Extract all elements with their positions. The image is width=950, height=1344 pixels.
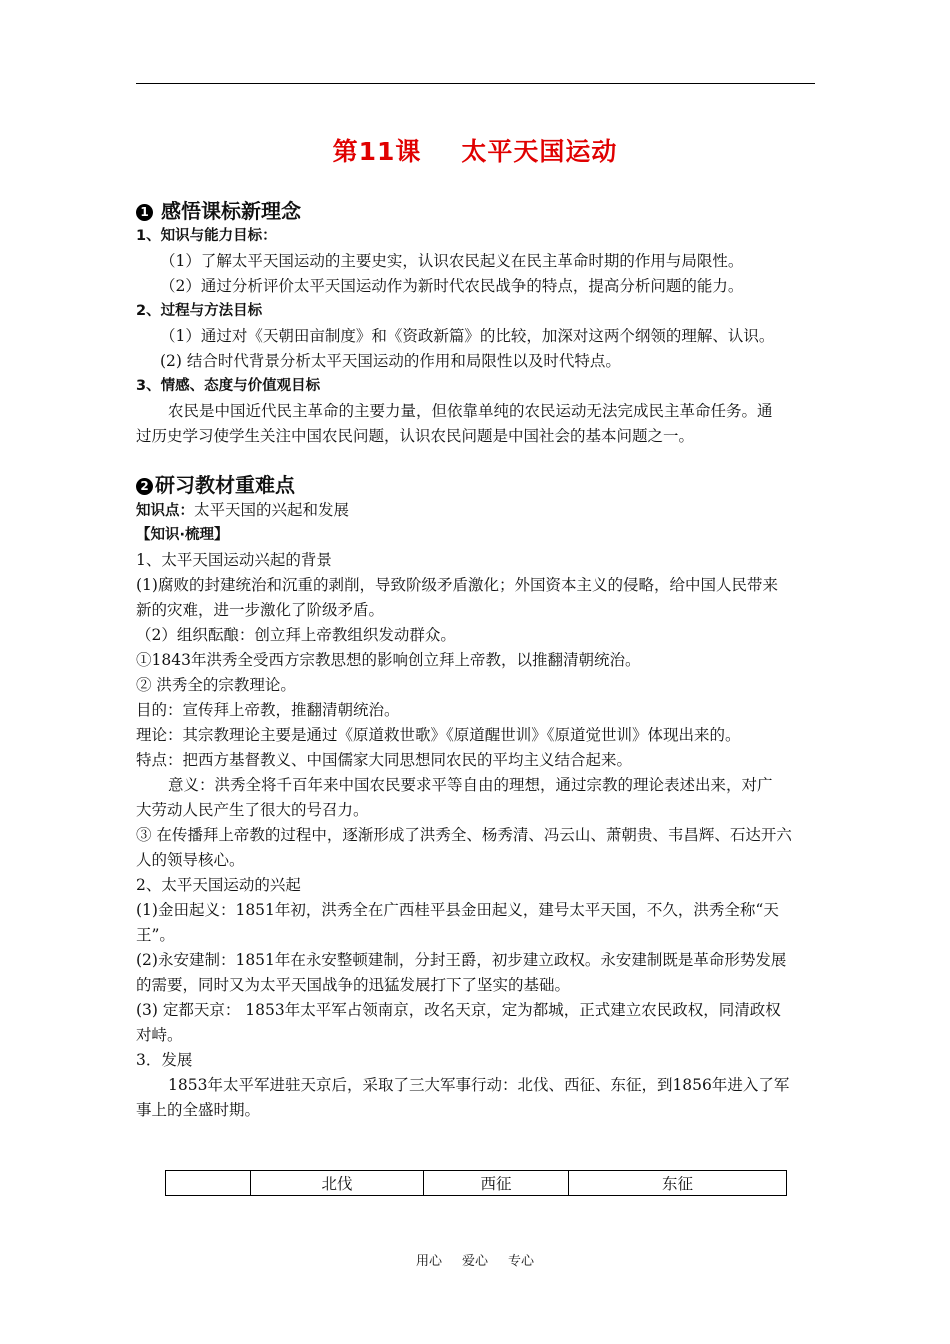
body-line: 的需要，同时又为太平天国战争的迅猛发展打下了坚实的基础。 (136, 976, 571, 994)
goal3-heading: 3、情感、态度与价值观目标 (136, 378, 321, 394)
table-header-east: 东征 (569, 1171, 787, 1196)
knowledge-sort-label: 【知识·梳理】 (136, 527, 229, 543)
body-line: 目的：宣传拜上帝教，推翻清朝统治。 (136, 701, 400, 719)
goal1-item: （2）通过分析评价太平天国运动作为新时代农民战争的特点，提高分析问题的能力。 (160, 277, 744, 295)
body-line: （2）组织酝酿：创立拜上帝教组织发动群众。 (136, 626, 456, 644)
body-line: 特点：把西方基督教义、中国儒家大同思想同农民的平均主义结合起来。 (136, 751, 633, 769)
number-two-icon: 2 (136, 478, 153, 495)
body-line: (1)腐败的封建统治和沉重的剥削，导致阶级矛盾激化；外国资本主义的侵略，给中国人民带来 (136, 576, 778, 594)
body-line: ② 洪秀全的宗教理论。 (136, 676, 296, 694)
section1-heading: 1 感悟课标新理念 (136, 198, 816, 224)
lesson-number: 第11课 (332, 137, 422, 166)
body-line: 对峙。 (136, 1026, 183, 1044)
body-line: 3．发展 (136, 1051, 193, 1069)
footer-text: 专心 (508, 1254, 535, 1269)
knowledge-point (136, 500, 816, 521)
body-line: 1、太平天国运动兴起的背景 (136, 551, 332, 569)
footer-text: 用心 (415, 1254, 442, 1269)
body-line: 理论：其宗教理论主要是通过《原道救世歌》《原道醒世训》《原道觉世训》体现出来的。 (136, 726, 741, 744)
page-title (0, 132, 950, 168)
goal2-heading: 2、过程与方法目标 (136, 303, 263, 319)
body-line: 事上的全盛时期。 (136, 1101, 261, 1119)
goal2-item: (2) 结合时代背景分析太平天国运动的作用和局限性以及时代特点。 (160, 352, 621, 370)
goal1-heading: 1、知识与能力目标： (136, 228, 277, 244)
body-line: 2、太平天国运动的兴起 (136, 876, 301, 894)
header-rule (136, 83, 815, 84)
body-line: 意义：洪秀全将千百年来中国农民要求平等自由的理想，通过宗教的理论表述出来，对广 (168, 776, 773, 794)
table-header-north: 北伐 (251, 1171, 424, 1196)
page-footer (0, 1250, 950, 1269)
body-line: 新的灾难，进一步激化了阶级矛盾。 (136, 601, 385, 619)
body-line: 1853年太平军进驻天京后，采取了三大军事行动：北伐、西征、东征，到1856年进入了军 (168, 1076, 790, 1094)
section2-heading: 2 研习教材重难点 (136, 472, 816, 498)
goal2-item: （1）通过对《天朝田亩制度》和《资政新篇》的比较，加深对这两个纲领的理解、认识。 (160, 327, 775, 345)
body-line: (3) 定都天京： 1853年太平军占领南京，改名天京，定为都城，正式建立农民政权，同清政权 (136, 1001, 781, 1019)
footer-text: 爱心 (461, 1254, 488, 1269)
lesson-name: 太平天国运动 (461, 137, 618, 166)
body-line: ①1843年洪秀全受西方宗教思想的影响创立拜上帝教，以推翻清朝统治。 (136, 651, 641, 669)
body-line: (2)永安建制：1851年在永安整顿建制，分封王爵，初步建立政权。永安建制既是革命形势发展 (136, 951, 787, 969)
number-one-icon: 1 (136, 204, 153, 221)
goal1-item: （1）了解太平天国运动的主要史实，认识农民起义在民主革命时期的作用与局限性。 (160, 252, 744, 270)
goal3-paragraph-line: 农民是中国近代民主革命的主要力量，但依靠单纯的农民运动无法完成民主革命任务。通 (168, 402, 773, 420)
goal3-paragraph-line: 过历史学习使学生关注中国农民问题，认识农民问题是中国社会的基本问题之一。 (136, 427, 695, 445)
table-cell (166, 1171, 251, 1196)
table-header-row (166, 1171, 787, 1196)
knowledge-point-text: 太平天国的兴起和发展 (194, 501, 350, 519)
campaign-table (165, 1170, 787, 1196)
body-line: 人的领导核心。 (136, 851, 245, 869)
body-line: 大劳动人民产生了很大的号召力。 (136, 801, 369, 819)
body-line: (1)金田起义：1851年初，洪秀全在广西桂平县金田起义，建号太平天国，不久，洪秀全称“天 (136, 901, 779, 919)
body-line: 王”。 (136, 926, 175, 944)
table-header-west: 西征 (424, 1171, 569, 1196)
body-line: ③ 在传播拜上帝教的过程中，逐渐形成了洪秀全、杨秀清、冯云山、萧朝贵、韦昌辉、石达开六 (136, 826, 792, 844)
knowledge-point-label: 知识点： (136, 503, 194, 519)
